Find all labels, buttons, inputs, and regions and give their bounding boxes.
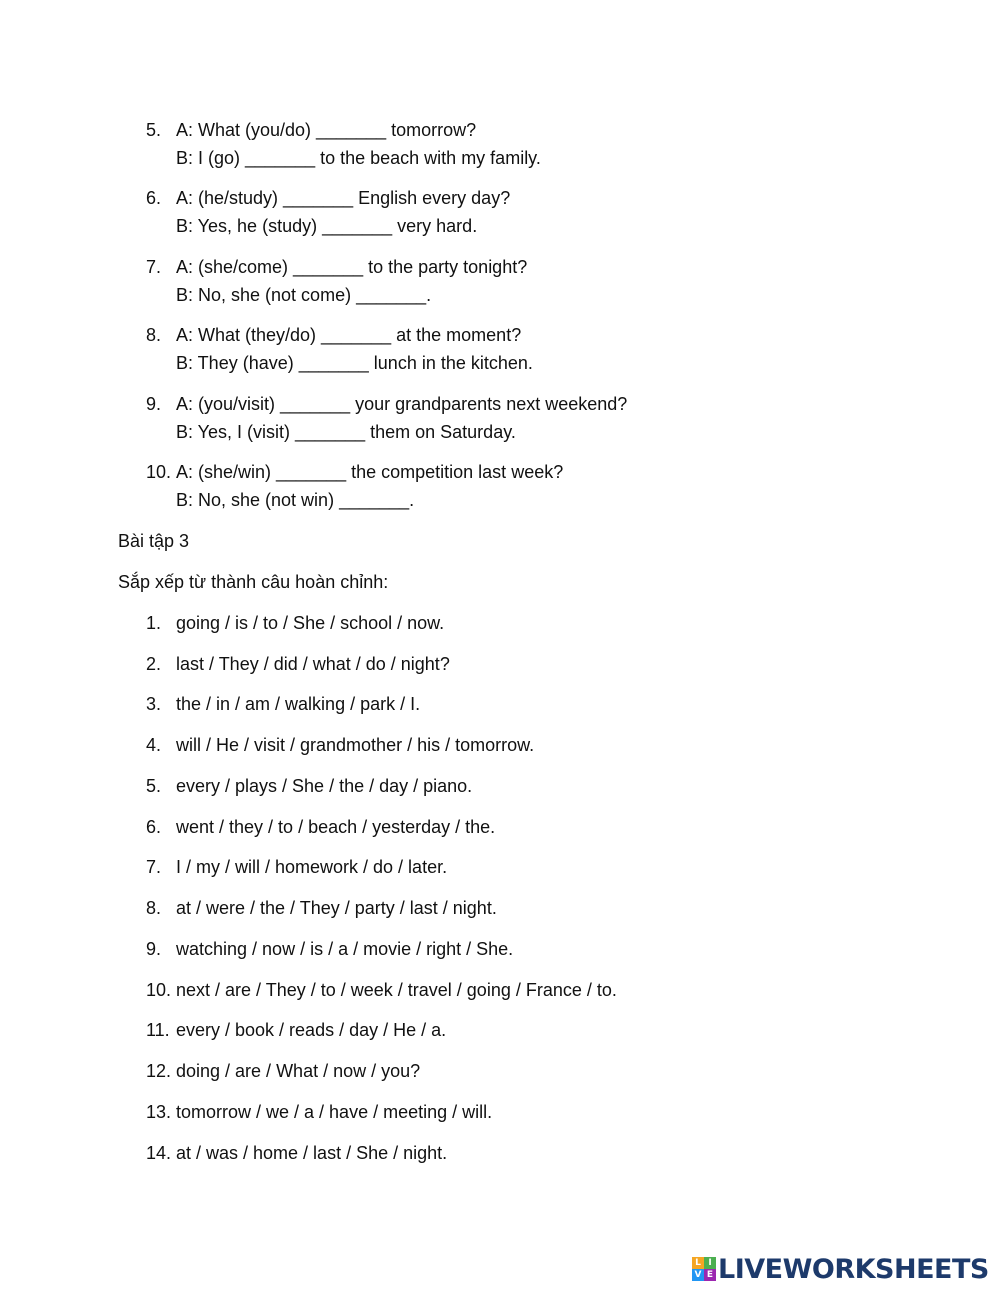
question-line-a: A: What (they/do) _______ at the moment? xyxy=(176,325,522,345)
answer-line-b: B: They (have) _______ lunch in the kitchen. xyxy=(176,353,533,373)
item-number: 5. xyxy=(146,120,162,140)
question-line-a: A: (he/study) _______ English every day? xyxy=(176,188,511,208)
item-number: 6. xyxy=(146,188,162,208)
question-line-a: A: (you/visit) _______ your grandparents next weekend? xyxy=(176,394,628,414)
item-number: 6. xyxy=(146,817,162,837)
liveworksheets-logo xyxy=(692,1254,989,1284)
scrambled-sentence: I / my / will / homework / do / later. xyxy=(176,857,448,877)
item-number: 5. xyxy=(146,776,162,796)
item-number: 1. xyxy=(146,613,162,633)
scrambled-sentence: went / they / to / beach / yesterday / the. xyxy=(176,817,496,837)
answer-line-b: B: No, she (not win) _______. xyxy=(176,490,415,510)
question-line-a: A: What (you/do) _______ tomorrow? xyxy=(176,120,477,140)
scrambled-sentence: every / plays / She / the / day / piano. xyxy=(176,776,473,796)
logo-mark-tile: I xyxy=(704,1257,716,1269)
item-number: 11. xyxy=(146,1020,170,1040)
question-line-a: A: (she/come) _______ to the party tonight? xyxy=(176,257,528,277)
scrambled-sentence: will / He / visit / grandmother / his / tomorrow. xyxy=(176,735,535,755)
scrambled-sentence: at / were / the / They / party / last / night. xyxy=(176,898,497,918)
exercise3-title: Bài tập 3 xyxy=(118,531,190,551)
item-number: 7. xyxy=(146,257,162,277)
item-number: 2. xyxy=(146,654,162,674)
item-number: 3. xyxy=(146,694,162,714)
scrambled-sentence: at / was / home / last / She / night. xyxy=(176,1143,448,1163)
item-number: 9. xyxy=(146,939,162,959)
logo-mark-tile: L xyxy=(692,1257,704,1269)
exercise3-instruction: Sắp xếp từ thành câu hoàn chỉnh: xyxy=(118,572,389,592)
item-number: 9. xyxy=(146,394,162,414)
answer-line-b: B: I (go) _______ to the beach with my family. xyxy=(176,148,541,168)
scrambled-sentence: tomorrow / we / a / have / meeting / will. xyxy=(176,1102,493,1122)
scrambled-sentence: last / They / did / what / do / night? xyxy=(176,654,450,674)
answer-line-b: B: Yes, I (visit) _______ them on Saturday. xyxy=(176,422,516,442)
logo-mark-tile: E xyxy=(704,1269,716,1281)
item-number: 13. xyxy=(146,1102,172,1122)
item-number: 4. xyxy=(146,735,162,755)
answer-line-b: B: No, she (not come) _______. xyxy=(176,285,432,305)
scrambled-sentence: doing / are / What / now / you? xyxy=(176,1061,421,1081)
item-number: 8. xyxy=(146,898,162,918)
scrambled-sentence: the / in / am / walking / park / I. xyxy=(176,694,421,714)
item-number: 10. xyxy=(146,462,172,482)
item-number: 8. xyxy=(146,325,162,345)
scrambled-sentence: going / is / to / She / school / now. xyxy=(176,613,445,633)
scrambled-sentence: next / are / They / to / week / travel / going / France / to. xyxy=(176,980,617,1000)
item-number: 12. xyxy=(146,1061,172,1081)
logo-text: LIVEWORKSHEETS xyxy=(718,1253,989,1285)
item-number: 14. xyxy=(146,1143,172,1163)
scrambled-sentence: every / book / reads / day / He / a. xyxy=(176,1020,447,1040)
question-line-a: A: (she/win) _______ the competition last week? xyxy=(176,462,564,482)
answer-line-b: B: Yes, he (study) _______ very hard. xyxy=(176,216,478,236)
scrambled-sentence: watching / now / is / a / movie / right / She. xyxy=(176,939,514,959)
liveworksheets-logo-icon xyxy=(692,1257,716,1281)
logo-mark-tile: V xyxy=(692,1269,704,1281)
item-number: 10. xyxy=(146,980,172,1000)
item-number: 7. xyxy=(146,857,162,877)
